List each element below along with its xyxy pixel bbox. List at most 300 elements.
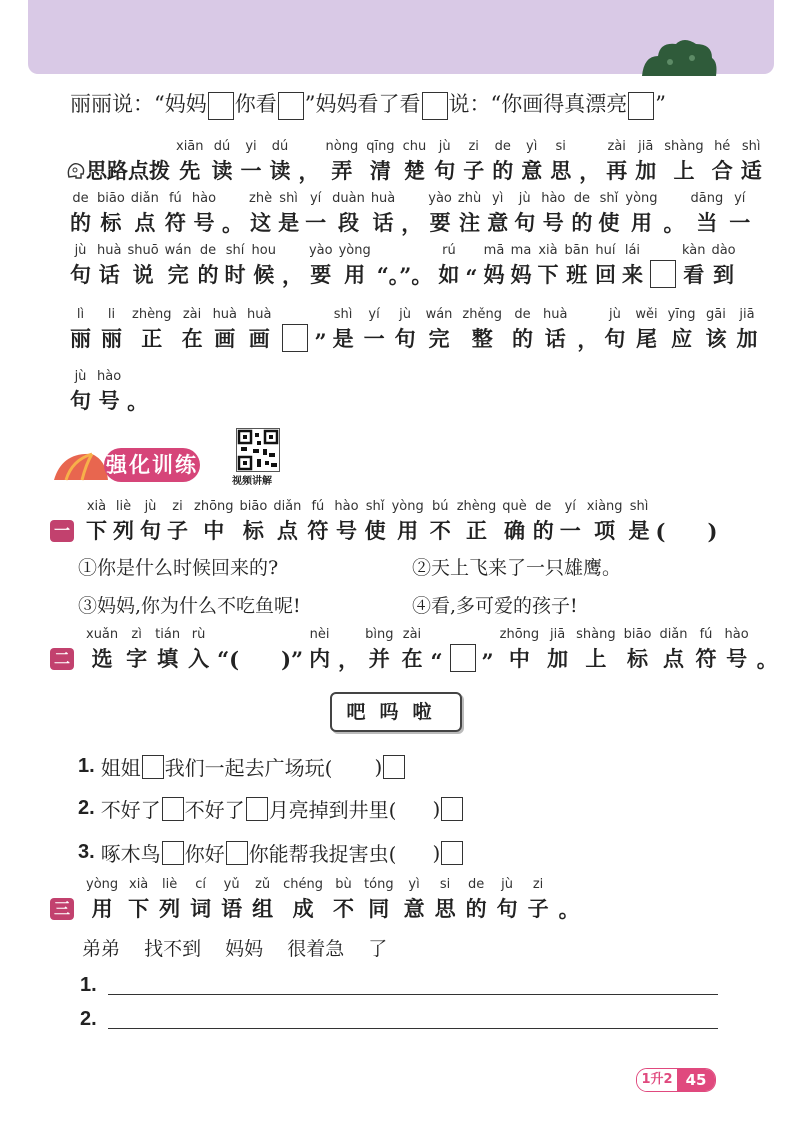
hanzi: 同 [368,896,390,921]
answer-box[interactable] [628,92,654,120]
pinyin-char [307,498,328,546]
pinyin-char [165,242,192,290]
hanzi: 下 [128,896,150,921]
pinyin: lì [76,307,85,322]
hanzi: 的 [465,896,487,921]
pinyin-char [428,190,452,238]
hanzi: 意 [521,158,543,183]
sentence-segment: ” [655,92,666,116]
pinyin-char [541,190,565,238]
pinyin: jù [144,499,157,514]
pinyin-char [404,876,425,924]
hanzi: 的 [70,210,91,235]
hanzi: 弄 [331,158,353,183]
pinyin: xià [86,499,107,514]
hanzi: 完 [167,262,189,287]
pinyin: jù [74,243,87,258]
pinyin-char [334,498,358,546]
hanzi: 号 [726,646,748,671]
question-badge: 三 [50,898,74,920]
pinyin: chéng [283,877,324,892]
pinyin-char [696,626,717,674]
hanzi: 句 [70,388,91,413]
pinyin: yí [734,191,746,206]
word-item: 妈妈 [225,938,264,960]
pinyin-char [547,626,568,674]
pinyin: de [573,191,590,206]
answer-box[interactable] [383,755,405,779]
pinyin: zài [607,139,626,154]
pinyin: tián [155,627,181,642]
hanzi: 丽 [101,326,122,351]
hanzi: 句 [394,326,416,351]
pinyin: wěi [635,307,658,322]
pinyin-char [159,876,180,924]
hanzi: 使 [364,518,386,543]
punctuation: ( ) [655,519,718,544]
pinyin: diǎn [273,499,302,514]
hanzi: 中 [508,646,530,671]
answer-box[interactable] [208,92,234,120]
hanzi: 在 [181,326,203,351]
pinyin-char [309,242,333,290]
pinyin-char [604,306,625,354]
hanzi: 标 [100,210,122,235]
answer-row-2: 2. [80,1008,718,1031]
pinyin-char [500,626,540,674]
hanzi: 使 [598,210,620,235]
pinyin-char [668,306,696,354]
pinyin: hào [541,191,566,206]
tips-line-5 [70,368,154,416]
question-1-text [86,498,723,546]
pinyin-char [247,306,271,354]
hanzi: 丽 [70,326,91,351]
pinyin-char [155,626,180,674]
brain-icon [66,162,86,180]
option-3[interactable]: ③妈妈,你为什么不吃鱼呢! [78,595,301,617]
hanzi: 一 [559,518,581,543]
hanzi: 词 [190,896,212,921]
answer-box[interactable] [441,841,463,865]
hanzi: 入 [188,646,210,671]
pinyin: de [514,307,531,322]
hanzi: 先 [179,158,201,183]
pinyin-char [729,190,750,238]
pinyin: hào [97,369,122,384]
hanzi: 思 [550,158,572,183]
pinyin-char [564,242,588,290]
answer-box[interactable] [282,324,308,352]
pinyin: wán [164,243,192,258]
hanzi: 如 [438,262,460,287]
hanzi: 楚 [403,158,425,183]
hanzi: 时 [224,262,246,287]
pinyin-char [426,306,453,354]
option-1[interactable]: ①你是什么时候回来的? [78,557,279,579]
punctuation: ” [481,649,494,674]
pinyin-char [659,626,687,674]
hanzi: 注 [459,210,481,235]
question-2 [50,626,784,674]
pinyin: huà [247,307,272,322]
pinyin: chu [402,139,427,154]
pinyin: yòng [391,499,424,514]
hanzi: 用 [630,210,652,235]
hanzi: 选 [91,646,113,671]
pinyin-char [458,190,481,238]
pinyin-char [131,190,159,238]
hanzi: 列 [113,518,134,543]
hanzi: 加 [547,646,569,671]
pinyin-char [395,306,416,354]
umbrella-icon [52,450,108,486]
pinyin: diǎn [659,627,688,642]
pinyin: jiā [638,139,654,154]
hanzi: 是 [332,326,354,351]
pinyin-char [70,242,91,290]
pinyin: bù [335,877,352,892]
pinyin: qīng [366,139,395,154]
hanzi: 一 [305,210,327,235]
pinyin: yi [245,139,257,154]
pinyin: zài [402,627,422,642]
hanzi: 整 [471,326,493,351]
pinyin: dāng [690,191,724,206]
hanzi: 语 [221,896,243,921]
pinyin-char [333,876,354,924]
pinyin-char [326,138,359,186]
answer-line[interactable] [108,994,718,995]
pinyin-char [543,306,567,354]
pinyin-char [606,138,627,186]
hanzi: 句 [140,518,161,543]
pinyin-char [198,242,219,290]
hanzi: 的 [511,326,533,351]
answer-box[interactable] [278,92,304,120]
hanzi: 该 [705,326,727,351]
pinyin: diǎn [130,191,159,206]
hanzi: 清 [369,158,391,183]
pinyin: xiàng [586,499,623,514]
pinyin-char [70,368,91,416]
pinyin-char [225,242,246,290]
pinyin: fú [699,627,713,642]
pinyin: shuō [127,243,159,258]
hanzi: 子 [167,518,188,543]
pinyin-char [463,138,484,186]
pinyin-char [167,498,188,546]
pinyin-char [624,626,652,674]
hanzi: 是 [628,518,650,543]
pinyin-char [365,498,386,546]
hanzi: 读 [211,158,233,183]
hanzi: 号 [98,388,120,413]
pinyin-char [466,876,487,924]
hanzi: 用 [344,262,366,287]
hanzi: 句 [496,896,518,921]
pinyin-char [550,138,571,186]
punctuation: ， [577,327,599,352]
pinyin: huí [595,243,616,258]
punctuation: 。 [222,211,244,236]
pinyin: shàng [664,139,704,154]
hanzi: 不 [333,896,355,921]
hanzi: 句 [70,262,91,287]
pinyin-char [537,242,558,290]
hanzi: 子 [527,896,549,921]
pinyin-char [127,242,158,290]
pinyin: yì [526,139,538,154]
pinyin-char [332,190,365,238]
grade-label: 1升2 [637,1069,677,1091]
pinyin-char [240,498,268,546]
pinyin: huà [212,307,238,322]
pinyin-char [492,138,513,186]
pinyin: zhèng [132,307,172,322]
question-badge: 一 [50,520,74,542]
answer-box[interactable] [422,92,448,120]
qr-code-icon[interactable] [236,428,280,472]
page-number: 45 [677,1069,715,1091]
pinyin-char [664,138,703,186]
pinyin: zi [468,139,479,154]
pinyin-char [576,626,615,674]
pinyin-char [140,498,161,546]
pinyin-char [70,190,91,238]
pinyin: nòng [325,139,359,154]
punctuation: 。 [756,647,778,672]
pinyin-char [403,138,427,186]
pinyin-char [587,498,623,546]
pinyin: jiā [739,307,755,322]
hanzi: 画 [214,326,236,351]
pinyin-char [635,138,656,186]
hanzi: 成 [292,896,314,921]
punctuation: “ [465,265,478,290]
pinyin-char [192,190,216,238]
hanzi: 妈 [483,262,505,287]
pinyin-char [598,190,619,238]
answer-box[interactable] [246,797,268,821]
q2-item-3: 3. 啄木鸟 你好 你能帮我捉害虫( ) [78,838,464,867]
answer-box[interactable] [650,260,676,288]
question-3-text [86,876,586,924]
hanzi: 来 [621,262,643,287]
hanzi: 字 [126,646,148,671]
punctuation: 。 [127,389,149,414]
hanzi: 列 [159,896,181,921]
hanzi: 正 [141,326,163,351]
pinyin-char [712,138,733,186]
hanzi: 画 [248,326,270,351]
pinyin-char [132,306,172,354]
pinyin-char [705,306,726,354]
option-4[interactable]: ④看,多可爱的孩子! [412,595,578,617]
pinyin-char [212,138,233,186]
pinyin: zhěng [462,307,502,322]
punctuation: “。”。 [376,263,433,288]
pinyin-char [333,306,354,354]
pinyin: xià [538,243,558,258]
pinyin-char [622,242,643,290]
pinyin-char [366,138,394,186]
pinyin-char [70,306,91,354]
pinyin: jù [608,307,621,322]
pinyin-char [86,498,107,546]
pinyin: si [555,139,566,154]
pinyin-char [514,190,535,238]
word-item: 弟弟 [82,938,121,960]
hanzi: 上 [673,158,695,183]
pinyin: huà [542,307,568,322]
pinyin: hào [724,627,749,642]
pinyin-char [252,876,273,924]
pinyin: yòng [86,877,119,892]
answer-box[interactable] [162,797,184,821]
pinyin: de [467,877,485,892]
hanzi: 话 [372,210,394,235]
hanzi: 意 [487,210,509,235]
pinyin: huà [370,191,396,206]
pinyin-char [364,876,394,924]
pinyin-char [128,876,149,924]
sentence-segment: 丽丽说：“妈妈 [70,92,207,116]
pinyin: cí [195,877,207,892]
qr-caption: 视频讲解 [232,476,272,487]
answer-box[interactable] [441,797,463,821]
pinyin: zhè [249,191,273,206]
pinyin-char [371,190,395,238]
pinyin: duàn [332,191,365,206]
pinyin: biāo [623,627,652,642]
hanzi: 下 [537,262,559,287]
option-2[interactable]: ②天上飞来了一只雄鹰。 [412,557,622,579]
pinyin-char [533,498,554,546]
answer-box[interactable] [162,841,184,865]
hanzi: 当 [696,210,718,235]
pinyin: jù [438,139,451,154]
pinyin-char [487,190,508,238]
answer-line[interactable] [108,1028,718,1029]
pinyin: yǔ [223,877,240,892]
word-list [82,934,387,961]
hanzi: 看 [683,262,705,287]
pinyin-char [194,498,234,546]
pinyin-char [510,242,531,290]
hanzi: 加 [635,158,657,183]
training-label: 强化训练 [104,448,200,482]
q2-item-1: 1. 姐姐 我们一起去广场玩( ) [78,752,406,781]
pinyin-char [528,876,549,924]
pinyin-char [711,242,735,290]
pinyin-char [571,190,592,238]
pinyin-char [457,498,497,546]
pinyin: hou [251,243,276,258]
pinyin-char [502,498,527,546]
punctuation: ” [314,329,327,354]
pinyin-char [625,190,657,238]
hanzi: 填 [157,646,179,671]
hanzi: 班 [566,262,588,287]
tips-line-4 [70,306,767,354]
answer-box[interactable] [142,755,164,779]
pinyin: fú [311,499,325,514]
pinyin: bān [564,243,589,258]
pinyin-char [691,190,724,238]
pinyin: hào [191,191,217,206]
pinyin: jù [518,191,531,206]
pinyin: nèi [309,627,330,642]
training-banner [52,448,202,486]
punctuation: ， [401,211,423,236]
pinyin: zhèng [456,499,497,514]
pinyin: shì [279,191,298,206]
pinyin: dú [213,139,231,154]
hanzi: 回 [594,262,616,287]
pinyin: biāo [239,499,268,514]
hanzi: 合 [711,158,733,183]
hanzi: 项 [594,518,616,543]
pinyin-char [221,876,242,924]
hanzi: 号 [335,518,357,543]
pinyin: jù [399,307,411,322]
pinyin-char [190,876,211,924]
hanzi: 符 [164,210,186,235]
pinyin: liè [162,877,178,892]
top-sentence [70,88,666,120]
hanzi: 并 [368,646,390,671]
pinyin: shì [629,499,649,514]
pinyin: li [107,307,116,322]
pinyin: zi [172,499,183,514]
tips-line-content [176,138,770,186]
pinyin-char [86,876,118,924]
pinyin: jù [501,877,513,892]
hanzi: 尾 [636,326,658,351]
pinyin-char [401,626,422,674]
hanzi: 确 [504,518,526,543]
hanzi: 再 [606,158,628,183]
pinyin: zì [131,627,142,642]
hanzi: 适 [740,158,762,183]
pinyin: yí [564,499,576,514]
hanzi: 意 [403,896,425,921]
pinyin-char [213,306,237,354]
hanzi: 读 [269,158,291,183]
pinyin: lái [624,243,641,258]
punctuation: ， [579,159,601,184]
hanzi: 句 [604,326,626,351]
pinyin: xuǎn [86,627,119,642]
tips-section [66,138,770,186]
pinyin: mā [483,243,505,258]
answer-box[interactable] [226,841,248,865]
hanzi: 点 [134,210,156,235]
punctuation: “ [430,649,443,674]
pinyin: shǐ [365,499,385,514]
pinyin: rù [191,627,206,642]
answer-box[interactable] [450,644,476,672]
punctuation: “( )” [217,647,304,672]
pinyin-char [188,626,209,674]
sentence-segment: ”妈妈看了看 [304,92,421,116]
hanzi: 在 [401,646,423,671]
pinyin: yí [309,191,322,206]
pinyin-char [365,626,393,674]
pinyin: yīng [667,307,696,322]
pinyin-char [101,306,122,354]
